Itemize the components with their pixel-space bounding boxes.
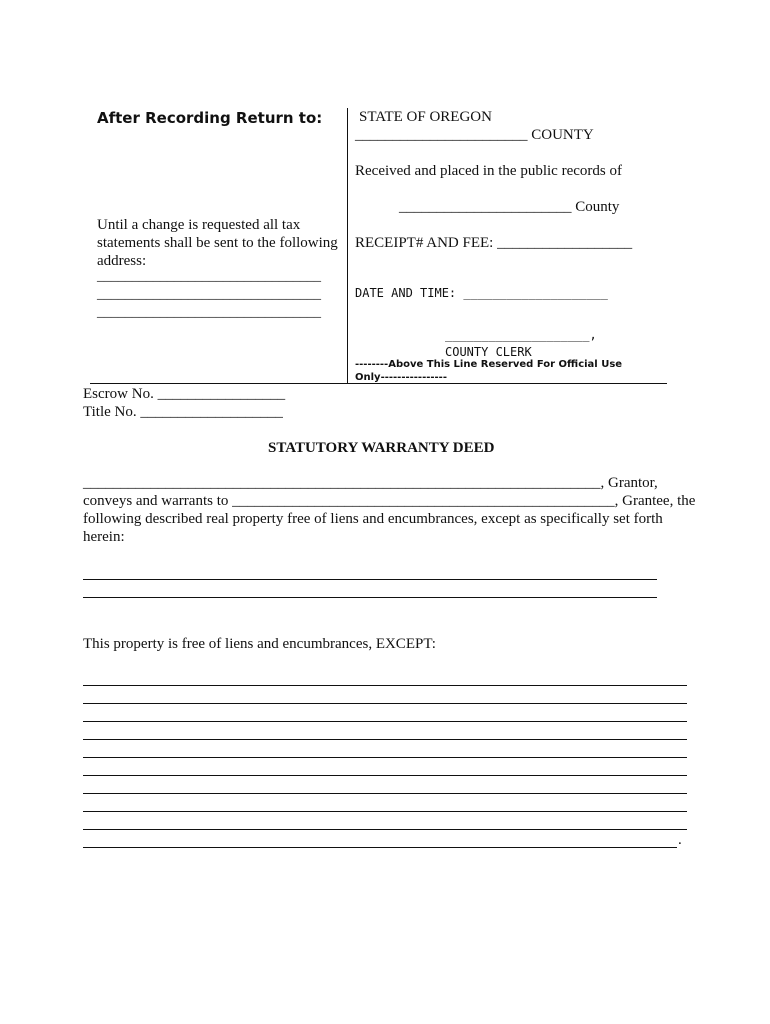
return-to-heading: After Recording Return to: <box>97 109 323 127</box>
tax-statement-line-3: address: <box>97 253 147 269</box>
except-text: This property is free of liens and encumbrances, EXCEPT: <box>83 636 436 652</box>
state-of-oregon: STATE OF OREGON <box>359 109 492 125</box>
exception-line-3[interactable] <box>83 721 687 722</box>
reserved-notice-line-2: Only---------------- <box>355 372 447 383</box>
description-line-2[interactable] <box>83 597 657 598</box>
tax-statement-line-1: Until a change is requested all tax <box>97 217 301 233</box>
property-description-text: following described real property free of liens and encumbrances, except as specifically set forth <box>83 511 663 527</box>
end-period: . <box>678 832 682 848</box>
exception-line-9[interactable] <box>83 829 687 830</box>
received-text: Received and placed in the public records of <box>355 163 622 179</box>
exception-line-4[interactable] <box>83 739 687 740</box>
exception-line-10[interactable] <box>83 847 677 848</box>
herein-text: herein: <box>83 529 125 545</box>
escrow-number[interactable]: Escrow No. _________________ <box>83 386 286 402</box>
date-time[interactable]: DATE AND TIME: ____________________ <box>355 286 608 300</box>
title-number[interactable]: Title No. ___________________ <box>83 404 283 420</box>
exception-line-1[interactable] <box>83 685 687 686</box>
exception-line-6[interactable] <box>83 775 687 776</box>
header-divider <box>347 108 348 384</box>
grantor-line[interactable]: _____________________________________________________________________, Grantor, <box>83 475 658 491</box>
clerk-signature-blank[interactable]: ____________________, <box>445 328 597 342</box>
address-line-1[interactable]: ________________________________ <box>97 269 321 284</box>
exception-line-5[interactable] <box>83 757 687 758</box>
reserved-notice-line-1: --------Above This Line Reserved For Official Use <box>355 359 623 370</box>
county-blank[interactable]: _______________________ County <box>399 199 620 215</box>
grantee-line[interactable]: conveys and warrants to ___________________________________________________, Grantee, the <box>83 493 696 509</box>
address-line-2[interactable]: ________________________________ <box>97 287 321 302</box>
deed-title: STATUTORY WARRANTY DEED <box>268 440 495 456</box>
description-line-1[interactable] <box>83 579 657 580</box>
header-bottom-rule <box>90 383 667 384</box>
tax-statement-line-2: statements shall be sent to the following <box>97 235 338 251</box>
receipt-fee[interactable]: RECEIPT# AND FEE: __________________ <box>355 235 633 251</box>
county-clerk-label: COUNTY CLERK <box>445 345 532 359</box>
address-line-3[interactable]: ________________________________ <box>97 305 321 320</box>
exception-line-7[interactable] <box>83 793 687 794</box>
county-line[interactable]: _______________________ COUNTY <box>355 127 594 143</box>
exception-line-8[interactable] <box>83 811 687 812</box>
exception-line-2[interactable] <box>83 703 687 704</box>
